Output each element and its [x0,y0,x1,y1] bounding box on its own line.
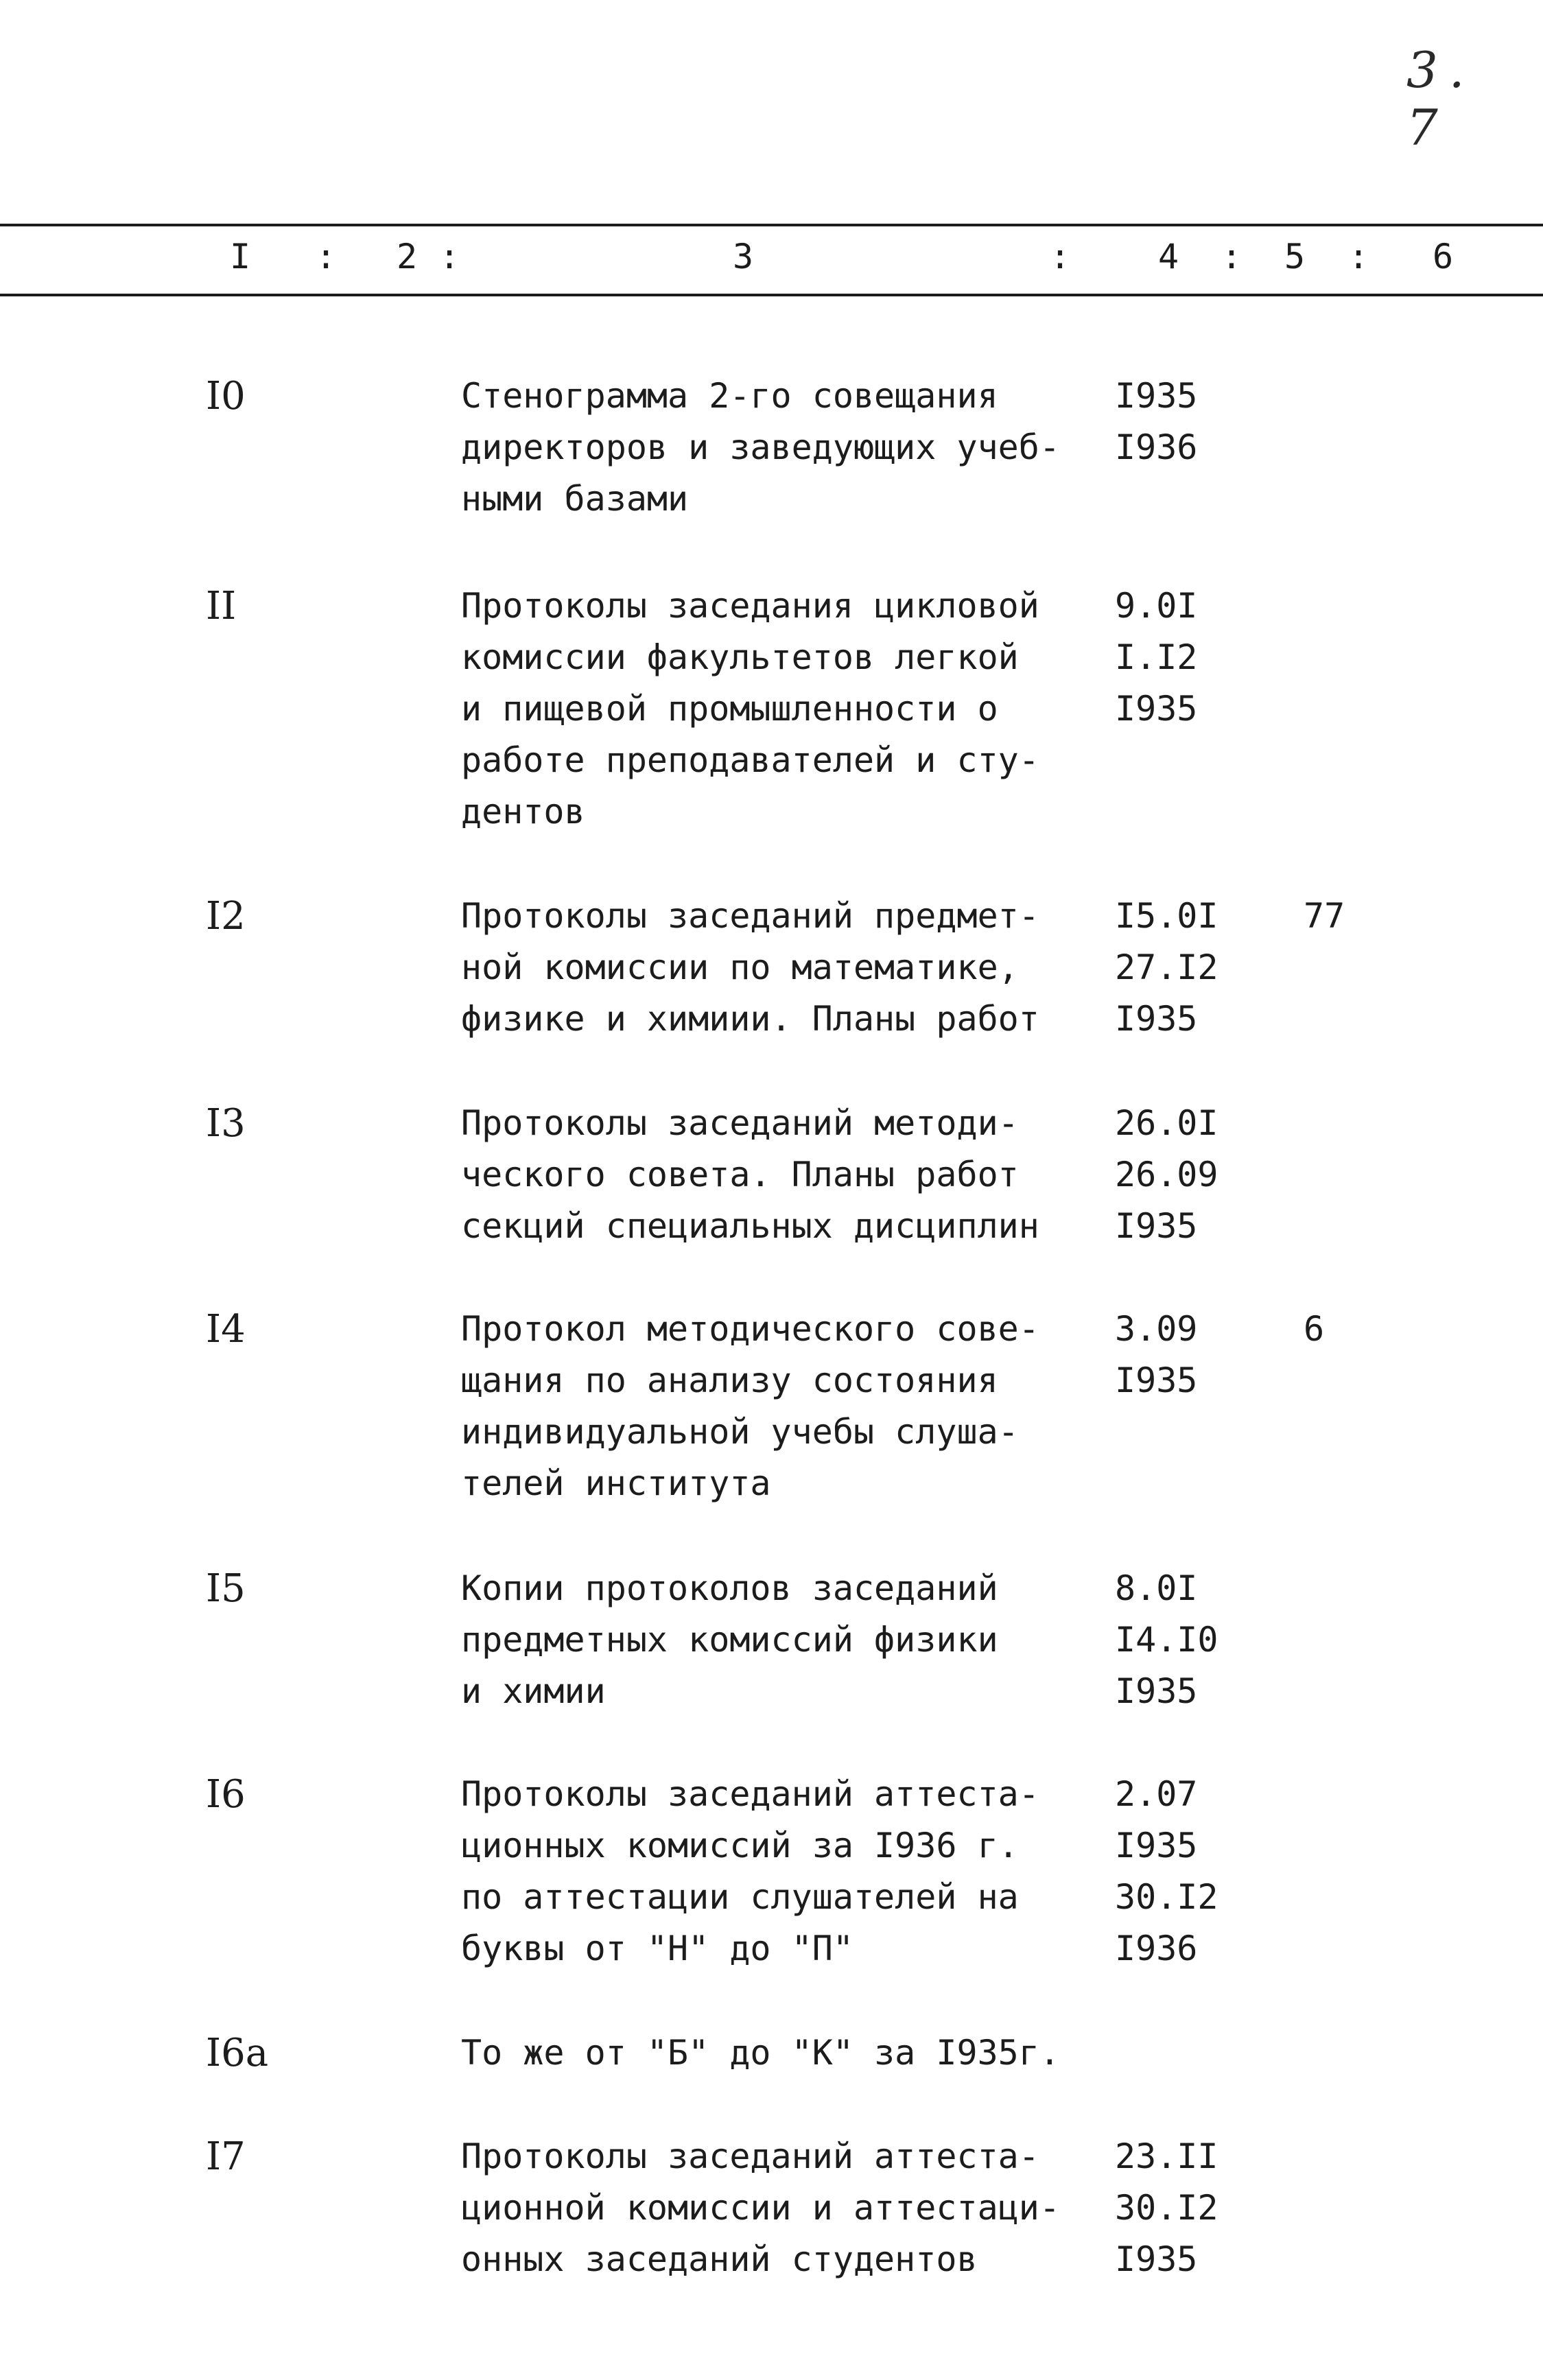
record-title-line: секций специальных дисциплин [461,1206,1039,1246]
record-date: I935 [1115,1360,1198,1400]
record-date: 30.I2 [1115,1877,1218,1917]
record-number: I2 [206,894,246,939]
column-header-6: 6 [1433,237,1454,276]
column-header-3: 3 [733,237,754,276]
column-header-separator: : [1348,237,1369,276]
record-dates [1115,1304,1266,1406]
record-title-line: телей института [461,1463,771,1503]
header-top-rule [0,224,1543,226]
record-title-line: Протоколы заседаний аттеста- [461,1774,1039,1814]
record-date: I935 [1115,689,1198,729]
record-date: I936 [1115,1929,1198,1968]
record-date: I5.0I [1115,896,1218,936]
record-date: 27.I2 [1115,947,1218,987]
record-sheet-count: 6 [1304,1309,1325,1349]
record-dates [1115,891,1266,1045]
page-number: 3. 7 [1406,41,1476,156]
record-title-line: работе преподавателей и сту- [461,740,1039,780]
record-sheet-count: 77 [1304,896,1345,936]
record-number: I5 [206,1566,246,1611]
record-title-line: и химии [461,1671,606,1711]
record-title-line: и пищевой промышленности о [461,689,998,729]
record-number: I6 [206,1772,246,1817]
column-header-2: 2 [397,237,418,276]
record-date: I936 [1115,427,1198,467]
record-number: I3 [206,1101,246,1146]
record-number: I7 [206,2134,246,2179]
record-number: I6а [206,2031,269,2075]
record-title-line: Протоколы заседаний предмет- [461,896,1039,936]
record-title-line: ческого совета. Планы работ [461,1155,1019,1194]
record-date: 26.0I [1115,1103,1218,1143]
record-title [461,1304,1099,1509]
record-title-line: по аттестации слушателей на [461,1877,1019,1917]
record-dates [1115,1563,1266,1717]
record-number: II [206,584,237,628]
record-title-line: Копии протоколов заседаний [461,1568,998,1608]
column-header-4: 4 [1158,237,1179,276]
record-title [461,1769,1099,1975]
record-title-line: буквы от "Н" до "П" [461,1929,853,1968]
record-date: I935 [1115,1826,1198,1865]
record-date: 9.0I [1115,586,1198,626]
record-title-line: Протоколы заседаний аттеста- [461,2136,1039,2176]
record-title-line: щания по анализу состояния [461,1360,998,1400]
record-date: I935 [1115,376,1198,416]
column-header-separator: : [439,237,460,276]
record-title [461,580,1099,838]
record-title-line: ционных комиссий за I936 г. [461,1826,1019,1865]
record-title [461,370,1099,525]
record-title [461,2027,1099,2079]
record-date: I935 [1115,1671,1198,1711]
record-date: I.I2 [1115,637,1198,677]
column-header-separator: : [1050,237,1071,276]
record-number: I0 [206,374,246,419]
record-title-line: предметных комиссий физики [461,1620,998,1660]
record-date: I935 [1115,1206,1198,1246]
record-dates [1115,1098,1266,1252]
column-header-1: I [230,237,251,276]
record-dates [1115,1769,1266,1975]
record-date: 8.0I [1115,1568,1198,1608]
record-date: 3.09 [1115,1309,1198,1349]
record-title [461,2131,1099,2285]
record-title-line: ной комиссии по математике, [461,947,1019,987]
record-title [461,1563,1099,1717]
record-dates [1115,370,1266,473]
record-number: I4 [206,1307,246,1352]
record-dates [1115,2131,1266,2285]
record-date: 26.09 [1115,1155,1218,1194]
record-title [461,1098,1099,1252]
record-title-line: ционной комиссии и аттестаци- [461,2188,1060,2228]
record-title [461,891,1099,1045]
record-title-line: индивидуальной учебы слуша- [461,1412,1019,1452]
record-title-line: комиссии факультетов легкой [461,637,1019,677]
header-bottom-rule [0,294,1543,296]
record-date: I4.I0 [1115,1620,1218,1660]
record-date: 30.I2 [1115,2188,1218,2228]
record-date: I935 [1115,2239,1198,2279]
record-title-line: ными базами [461,479,689,519]
record-date: 23.II [1115,2136,1218,2176]
record-title-line: Стенограмма 2-го совещания [461,376,998,416]
record-title-line: Протоколы заседания цикловой [461,586,1039,626]
record-title-line: онных заседаний студентов [461,2239,978,2279]
record-title-line: физике и химиии. Планы работ [461,999,1039,1039]
record-title-line: дентов [461,792,585,832]
record-title-line: Протоколы заседаний методи- [461,1103,1019,1143]
column-header-separator: : [1221,237,1242,276]
record-date: I935 [1115,999,1198,1039]
record-title-line: То же от "Б" до "К" за I935г. [461,2033,1060,2073]
record-title-line: директоров и заведующих учеб- [461,427,1060,467]
column-header-separator: : [316,237,337,276]
column-header-5: 5 [1284,237,1306,276]
record-date: 2.07 [1115,1774,1198,1814]
record-dates [1115,580,1266,735]
record-title-line: Протокол методического сове- [461,1309,1039,1349]
